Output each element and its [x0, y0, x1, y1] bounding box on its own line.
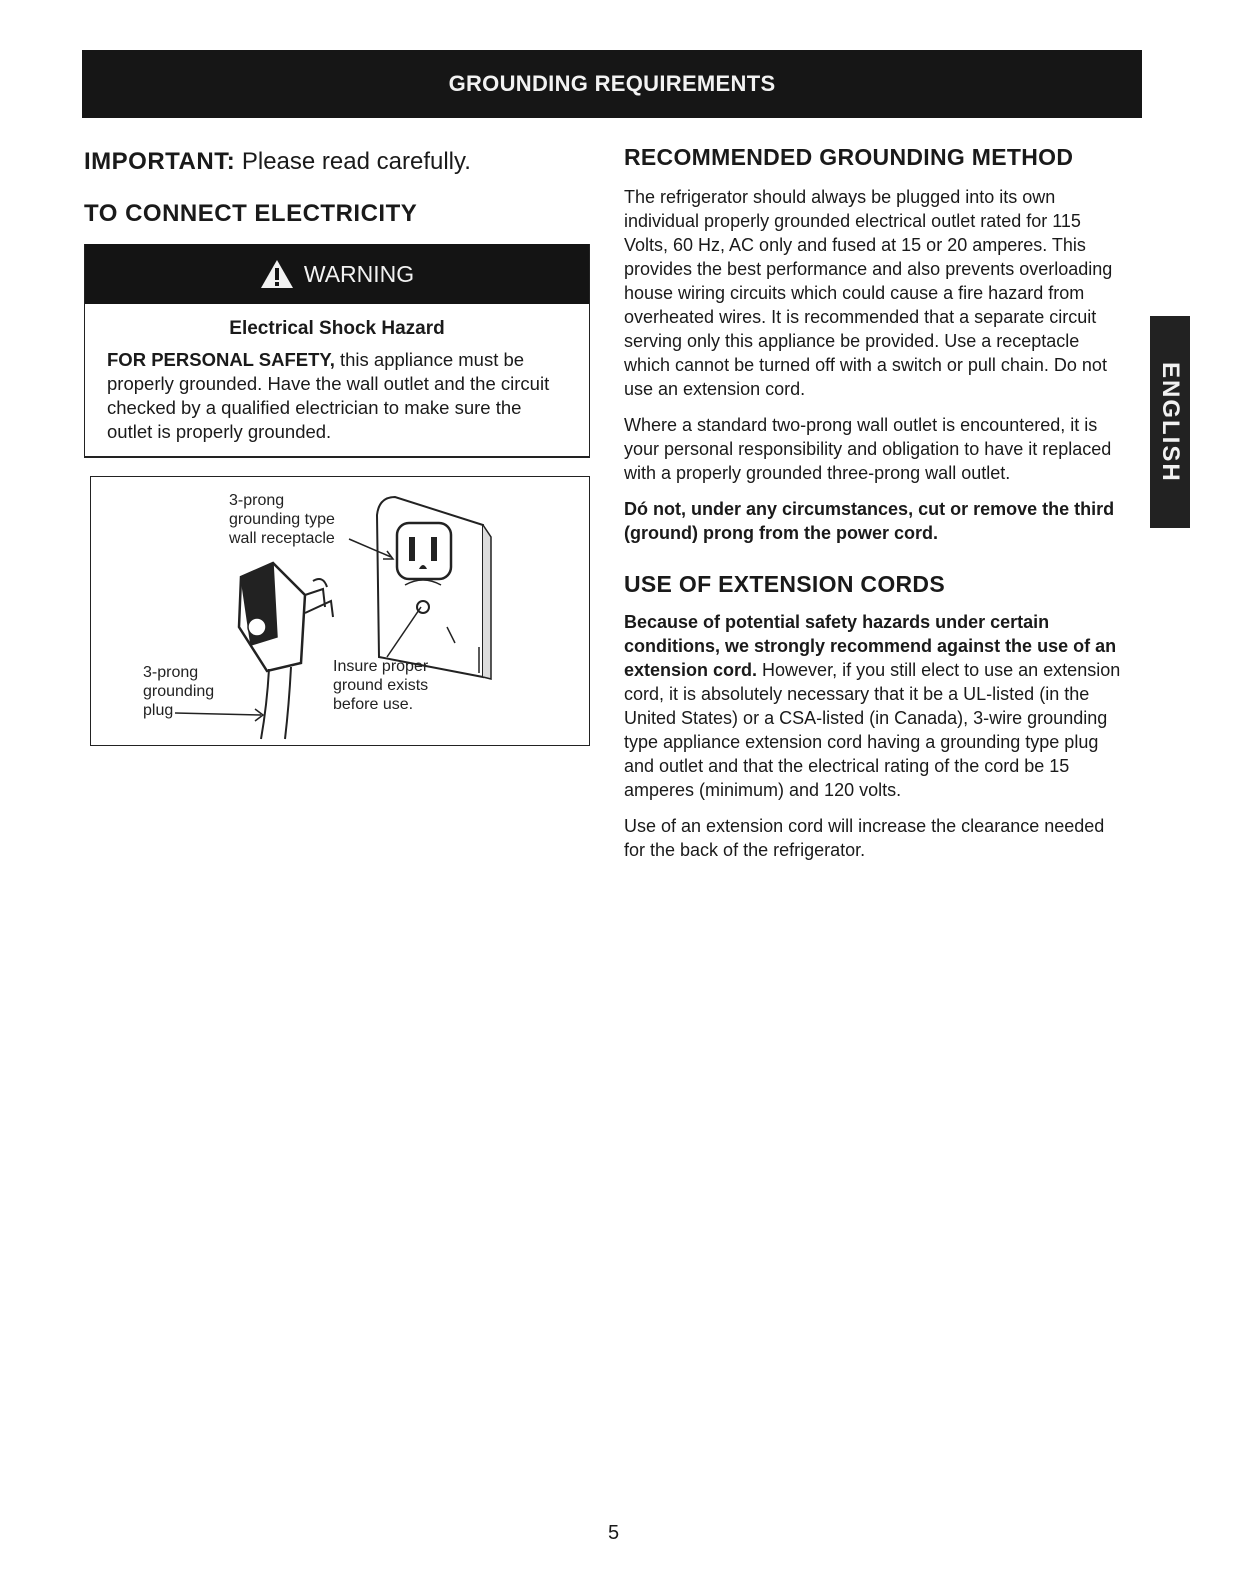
- language-label: ENGLISH: [1157, 361, 1184, 483]
- grounding-illustration: [90, 476, 590, 746]
- grounding-method-heading: RECOMMENDED GROUNDING METHOD: [624, 144, 1074, 170]
- page-number: 5: [608, 1522, 620, 1544]
- extension-paragraph-2: Use of an extension cord will increase the clearance needed for the back of the refrigerator.: [624, 816, 1105, 860]
- language-tab: [1150, 316, 1190, 528]
- warning-label: WARNING: [303, 260, 415, 287]
- safety-bold: FOR PERSONAL SAFETY,: [107, 349, 335, 370]
- section-title: GROUNDING REQUIREMENTS: [448, 71, 776, 96]
- plug-label: 3-prong grounding plug: [143, 664, 215, 719]
- hazard-title: Electrical Shock Hazard: [229, 318, 445, 339]
- connect-electricity-heading: TO CONNECT ELECTRICITY: [84, 200, 418, 227]
- safety-paragraph: [107, 348, 571, 444]
- extension-warning-bold: Because of potential safety hazards under certain conditions, we strongly recommend against the use of an extension cord.: [624, 612, 1117, 680]
- receptacle-label: 3-prong grounding type wall receptacle: [229, 492, 335, 547]
- important-text: Please read carefully.: [235, 148, 471, 175]
- right-column: [624, 144, 1124, 862]
- grounding-method-paragraph-3: [624, 497, 1124, 545]
- extension-paragraph-1: [624, 610, 1124, 802]
- grounding-method-paragraph-1: The refrigerator should always be plugged into its own individual properly grounded electrical outlet rated for 115 Volts, 60 Hz, AC only and fused at 15 or 20 amperes. This provides the best performance and also prevents overloading house wiring circuits which could cause a fire hazard from overheated wires. It is recommended that a separate circuit serving only this appliance be provided. Use a receptacle which cannot be turned off with a switch or pull chain. Do not use an extension cord.: [624, 187, 1113, 399]
- warning-header: [85, 244, 589, 304]
- ground-prong-warning: Dó not, under any circumstances, cut or remove the third (ground) prong from the power cord.: [624, 499, 1115, 543]
- warning-box: [84, 244, 590, 458]
- ground-label: Insure proper ground exists before use.: [333, 658, 429, 713]
- section-banner: [82, 50, 1142, 118]
- important-label: IMPORTANT:: [84, 148, 236, 175]
- important-note: [84, 148, 471, 176]
- grounding-method-paragraph-2: Where a standard two-prong wall outlet is encountered, it is your personal responsibility and obligation to have it replaced with a properly grounded three-prong wall outlet.: [624, 415, 1112, 483]
- warning-triangle-icon: [260, 259, 294, 289]
- extension-cords-heading: USE OF EXTENSION CORDS: [624, 571, 945, 597]
- safety-text: this appliance must be properly grounded. Have the wall outlet and the circuit checked by a qualified electrician to make sure the outlet is properly grounded.: [107, 349, 550, 442]
- extension-paragraph-1-text: However, if you still elect to use an extension cord, it is absolutely necessary that it be a UL-listed (in the United States) or a CSA-listed (in Canada), 3-wire grounding type appliance extension cord having a grounding type plug and outlet and that the electrical rating of the cord be 15 amperes (minimum) and 120 volts.: [624, 660, 1121, 800]
